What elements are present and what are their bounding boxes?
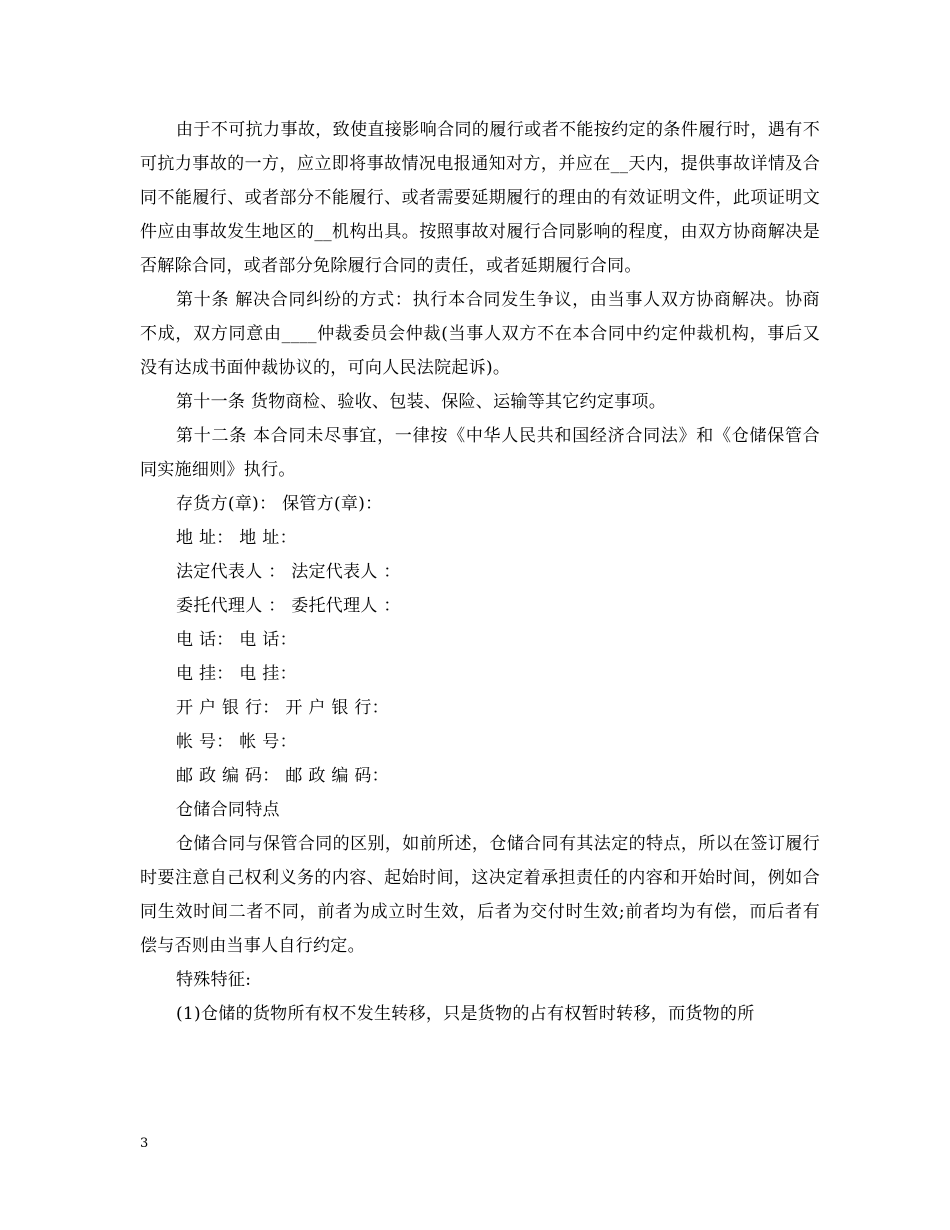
signature-line-agent: 委托代理人 ： 委托代理人 ：: [176, 596, 401, 616]
signature-line-account: 帐 号： 帐 号：: [176, 732, 297, 752]
signature-line-legal-rep: 法定代表人 ： 法定代表人 ：: [176, 562, 401, 582]
signature-line-postcode: 邮 政 编 码： 邮 政 编 码：: [176, 766, 389, 786]
signature-line-telegraph: 电 挂： 电 挂：: [176, 664, 297, 684]
paragraph-special-features: 特殊特征:: [176, 970, 252, 990]
paragraph-article-11: 第十一条 货物商检、验收、包装、保险、运输等其它约定事项。: [176, 392, 667, 412]
page-number: 3: [140, 1136, 149, 1151]
signature-line-seal: 存货方(章)： 保管方(章)：: [176, 494, 383, 514]
document-body: [140, 113, 820, 1031]
paragraph-article-10: 第十条 解决合同纠纷的方式：执行本合同发生争议，由当事人双方协商解决。协商不成，双方同意由____仲裁委员会仲裁(当事人双方不在本合同中约定仲裁机构，事后又没有达成书面仲裁协议的，可向人民法院起诉)。: [140, 290, 820, 378]
section-heading: 仓储合同特点: [176, 800, 280, 820]
paragraph-force-majeure: 由于不可抗力事故，致使直接影响合同的履行或者不能按约定的条件履行时，遇有不可抗力事故的一方，应立即将事故情况电报通知对方，并应在__天内，提供事故详情及合同不能履行、或者部分不能履行、或者需要延期履行的理由的有效证明文件，此项证明文件应由事故发生地区的__机构出具。按照事故对履行合同影响的程度，由双方协商解决是否解除合同，或者部分免除履行合同的责任，或者延期履行合同。: [140, 120, 820, 276]
paragraph-feature-1: (1)仓储的货物所有权不发生转移，只是货物的占有权暂时转移，而货物的所: [176, 1004, 755, 1024]
paragraph-article-12: 第十二条 本合同未尽事宜，一律按《中华人民共和国经济合同法》和《仓储保管合同实施细则》执行。: [140, 426, 820, 480]
paragraph-differences: 仓储合同与保管合同的区别，如前所述，仓储合同有其法定的特点，所以在签订履行时要注意自己权利义务的内容、起始时间，这决定着承担责任的内容和开始时间，例如合同生效时间二者不同，前者为成立时生效，后者为交付时生效;前者均为有偿，而后者有偿与否则由当事人自行约定。: [140, 834, 820, 956]
signature-line-address: 地 址： 地 址：: [176, 528, 297, 548]
signature-line-phone: 电 话： 电 话：: [176, 630, 297, 650]
signature-line-bank: 开 户 银 行： 开 户 银 行：: [176, 698, 389, 718]
